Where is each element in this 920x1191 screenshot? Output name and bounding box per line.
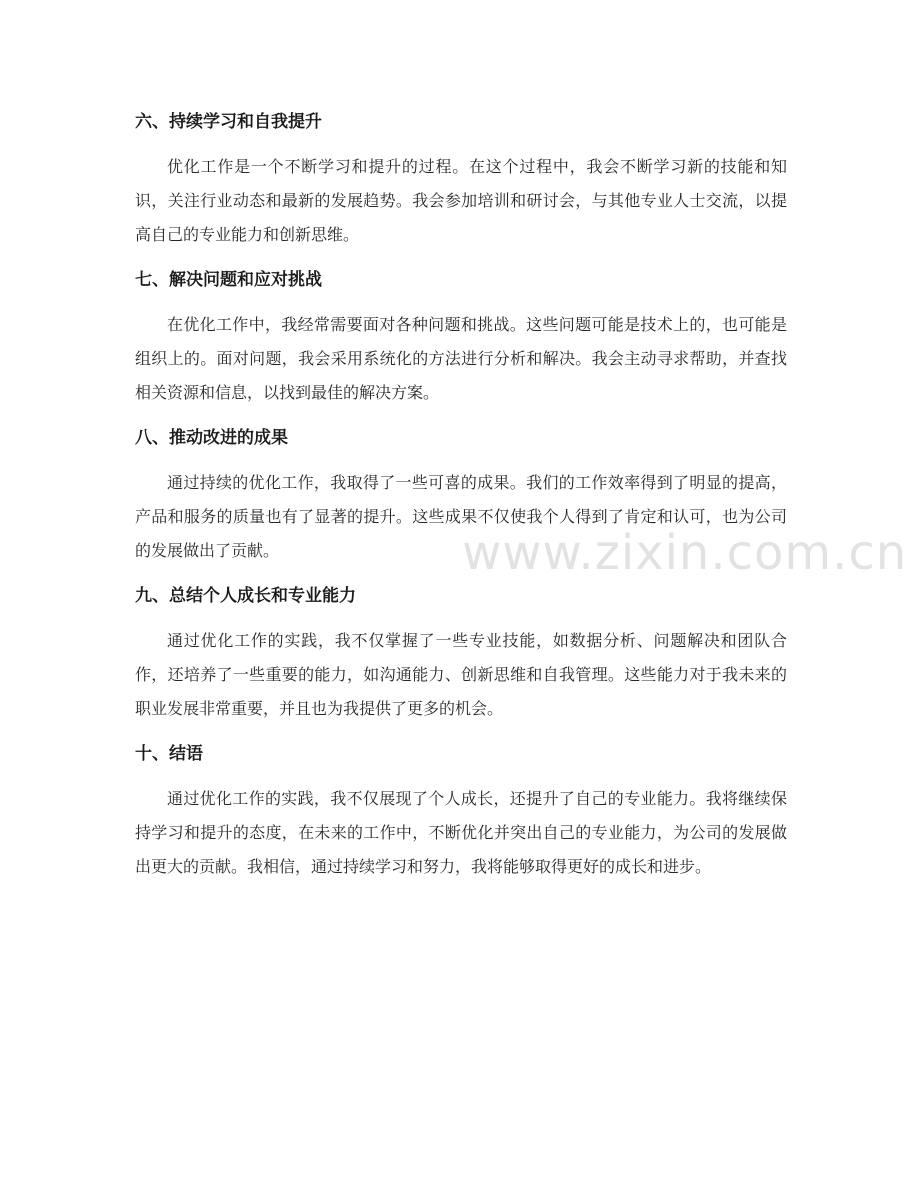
section-heading: 六、持续学习和自我提升 xyxy=(135,112,322,132)
watermark-text: www.zixin.com.cn xyxy=(462,525,908,581)
section-paragraph: 通过优化工作的实践，我不仅掌握了一些专业技能，如数据分析、问题解决和团队合作，还培养了一些重要的能力，如沟通能力、创新思维和自我管理。这些能力对于我未来的职业发展非常重要，并且也为我提供了更多的机会。 xyxy=(135,631,787,718)
section-paragraph: 在优化工作中，我经常需要面对各种问题和挑战。这些问题可能是技术上的，也可能是组织上的。面对问题，我会采用系统化的方法进行分析和解决。我会主动寻求帮助，并查找相关资源和信息，以找到最佳的解决方案。 xyxy=(135,315,787,402)
section-paragraph: 通过优化工作的实践，我不仅展现了个人成长，还提升了自己的专业能力。我将继续保持学习和提升的态度，在未来的工作中，不断优化并突出自己的专业能力，为公司的发展做出更大的贡献。我相信，通过持续学习和努力，我将能够取得更好的成长和进步。 xyxy=(135,789,787,876)
section-heading: 八、推动改进的成果 xyxy=(135,428,288,448)
section-heading: 七、解决问题和应对挑战 xyxy=(135,270,322,290)
section-heading: 十、结语 xyxy=(135,744,203,764)
section-paragraph: 优化工作是一个不断学习和提升的过程。在这个过程中，我会不断学习新的技能和知识，关注行业动态和最新的发展趋势。我会参加培训和研讨会，与其他专业人士交流，以提高自己的专业能力和创新思维。 xyxy=(135,157,787,244)
section-heading: 九、总结个人成长和专业能力 xyxy=(135,586,356,606)
section-paragraph: 通过持续的优化工作，我取得了一些可喜的成果。我们的工作效率得到了明显的提高，产品和服务的质量也有了显著的提升。这些成果不仅使我个人得到了肯定和认可，也为公司的发展做出了贡献。 xyxy=(135,473,787,560)
document-body xyxy=(135,107,787,897)
